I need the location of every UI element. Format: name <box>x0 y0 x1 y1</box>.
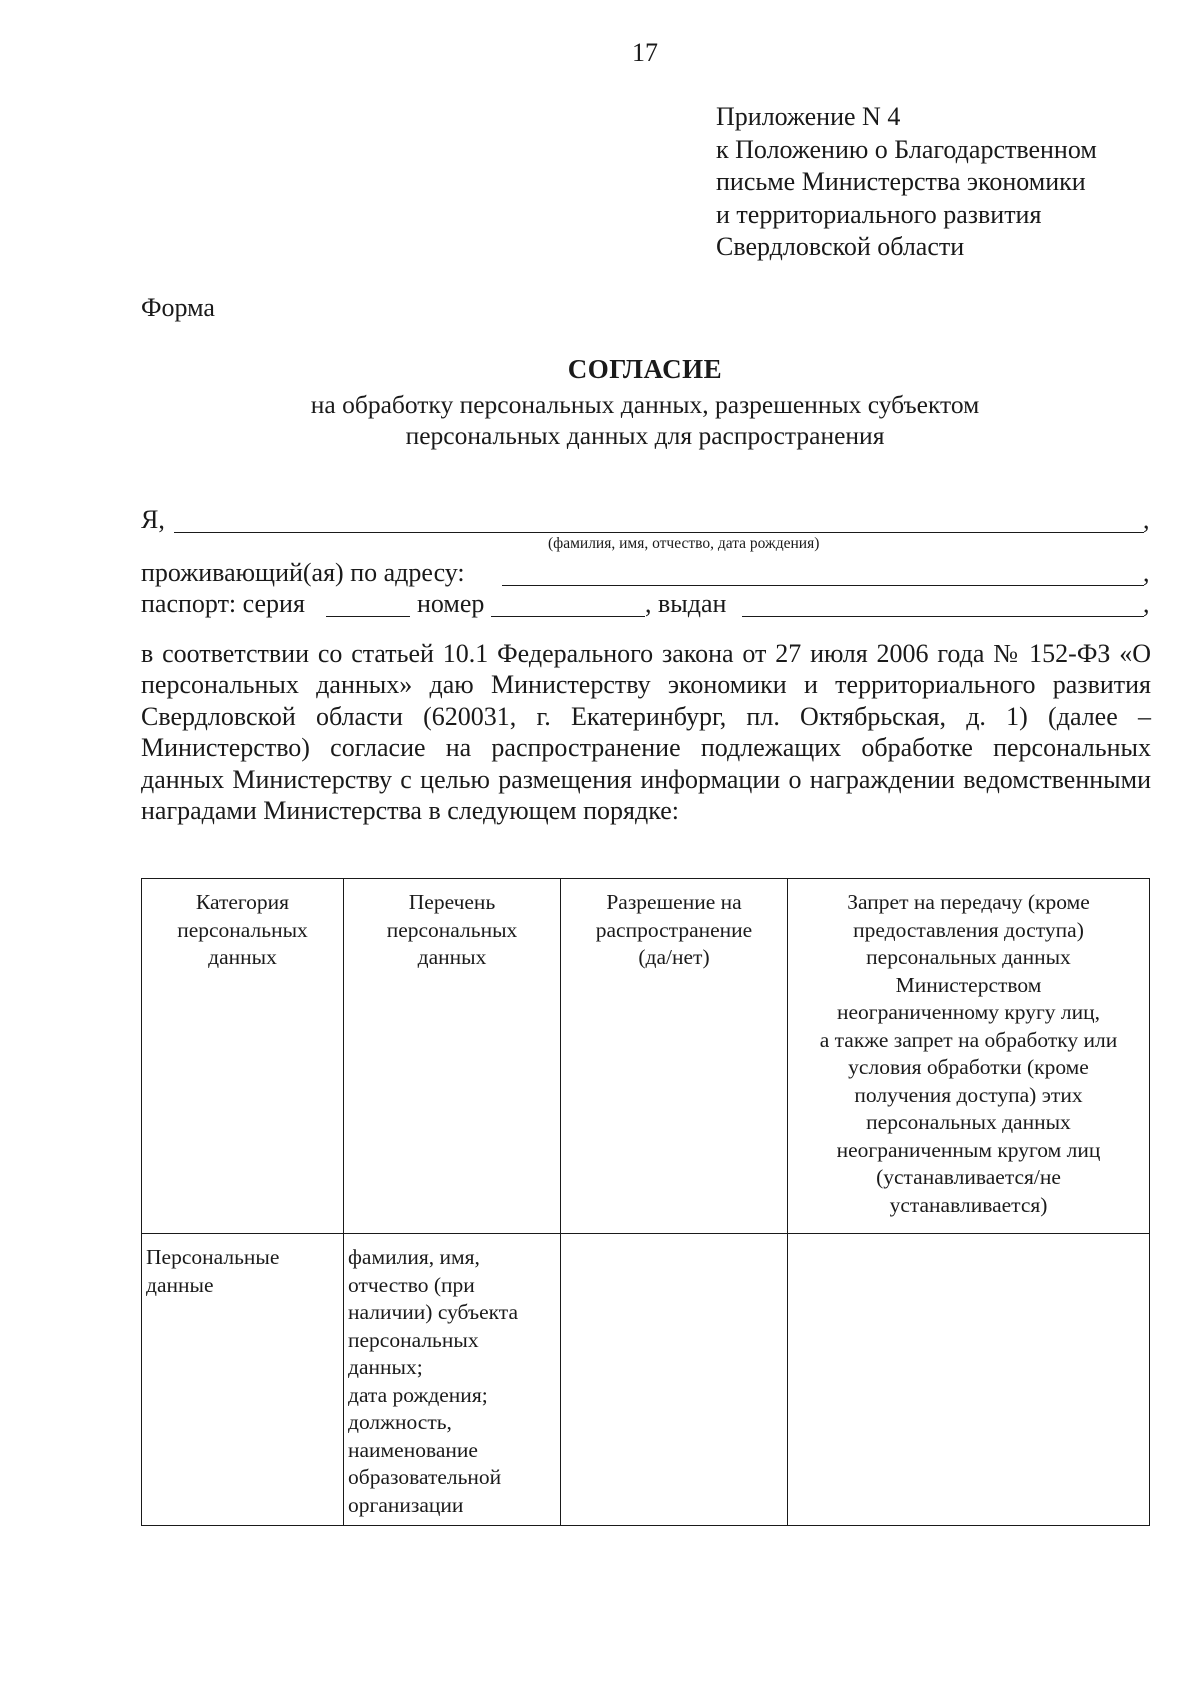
name-field[interactable] <box>174 532 1144 533</box>
appendix-line: Приложение N 4 <box>716 102 901 131</box>
cell-prohibition[interactable] <box>788 1234 1150 1526</box>
document-title: СОГЛАСИЕ <box>567 354 723 384</box>
cell-permission[interactable] <box>561 1234 788 1526</box>
passport-number-field[interactable] <box>491 616 645 617</box>
header-category: Категория персональных данных <box>142 879 344 1234</box>
appendix-line: и территориального развития <box>716 199 1042 229</box>
header-list: Перечень персональных данных <box>344 879 561 1234</box>
form-label: Форма <box>141 293 215 322</box>
appendix-header <box>716 101 1097 264</box>
consent-table <box>141 878 1150 1526</box>
table-row <box>142 1234 1150 1526</box>
name-field-caption: (фамилия, имя, отчество, дата рождения) <box>548 535 820 552</box>
cell-category: Персональные данные <box>142 1234 344 1526</box>
passport-number-label: номер <box>417 589 485 618</box>
appendix-line: Свердловской области <box>716 232 965 261</box>
consent-paragraph: в соответствии со статьей 10.1 Федерального закона от 27 июля 2006 года № 152-ФЗ «О персональных данных» даю Министерству экономики и территориального развития Свердловской области (620031, г. Екатеринбург, пл. Октябрьская, д. 1) (далее – Министерство) согласие на распространение подлежащих обработке персональных данных Министерству с целью размещения информации о награждении ведомственными наградами Министерства в следующем порядке: <box>141 639 1151 826</box>
page-number: 17 <box>632 38 658 67</box>
cell-list: фамилия, имя, отчество (при наличии) субъекта персональных данных; дата рождения; должность, наименование образовательной организации <box>344 1234 561 1526</box>
document-subtitle-line-1: на обработку персональных данных, разрешенных субъектом <box>310 390 980 419</box>
passport-series-field[interactable] <box>326 616 410 617</box>
appendix-line: к Положению о Благодарственном <box>716 134 1097 164</box>
header-prohibition: Запрет на передачу (кроме предоставления доступа) персональных данных Министерством неограниченному кругу лиц, а также запрет на обработку или условия обработки (кроме получения доступа) этих персональных данных неограниченным кругом лиц (устанавливается/не устанавливается) <box>788 879 1150 1234</box>
address-label: проживающий(ая) по адресу: <box>141 558 465 587</box>
document-subtitle-line-2: персональных данных для распространения <box>405 421 885 450</box>
address-comma: , <box>1143 558 1150 587</box>
name-comma: , <box>1143 505 1150 534</box>
header-permission: Разрешение на распространение (да/нет) <box>561 879 788 1234</box>
table-header-row <box>142 879 1150 1234</box>
passport-series-label: паспорт: серия <box>141 589 305 618</box>
appendix-line: письме Министерства экономики <box>716 167 1086 196</box>
passport-issued-field[interactable] <box>742 616 1144 617</box>
address-field[interactable] <box>502 585 1144 586</box>
name-prefix: Я, <box>141 505 165 534</box>
passport-issued-label: , выдан <box>645 589 727 618</box>
passport-comma: , <box>1143 589 1150 618</box>
